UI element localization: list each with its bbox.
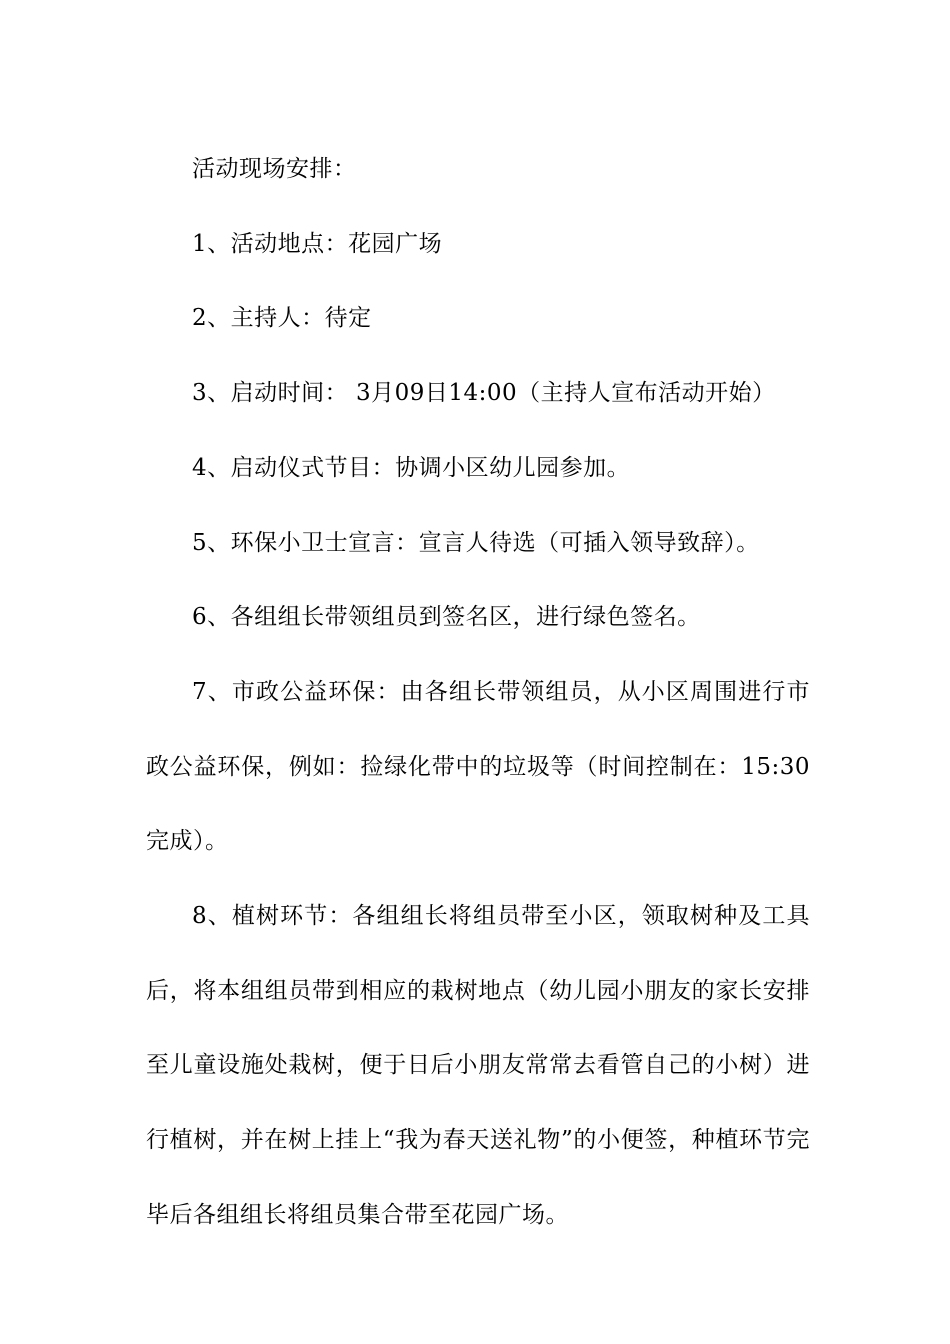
item-host: 2、主持人：待定 bbox=[192, 305, 372, 332]
item-signing: 6、各组组长带领组员到签名区，进行绿色签名。 bbox=[192, 604, 701, 631]
document-body bbox=[146, 132, 810, 1253]
item-start-time: 3、启动时间： 3月09日14:00（主持人宣布活动开始） bbox=[192, 380, 776, 407]
item-declaration: 5、环保小卫士宣言：宣言人待选（可插入领导致辞）。 bbox=[192, 529, 760, 556]
section-heading: 活动现场安排： bbox=[192, 156, 357, 182]
item-public-welfare: 7、市政公益环保：由各组长带领组员，从小区周围进行市政公益环保，例如：捡绿化带中的垃圾等（时间控制在：15:30完成）。 bbox=[146, 678, 810, 855]
item-tree-planting: 8、植树环节：各组组长将组员带至小区，领取树种及工具后，将本组组员带到相应的栽树地点（幼儿园小朋友的家长安排至儿童设施处栽树，便于日后小朋友常常去看管自己的小树）进行植树，并在树上挂上“我为春天送礼物”的小便签，种植环节完毕后各组组长将组员集合带至花园广场。 bbox=[146, 903, 810, 1228]
item-venue: 1、活动地点：花园广场 bbox=[192, 230, 443, 257]
item-opening-program: 4、启动仪式节目：协调小区幼儿园参加。 bbox=[192, 454, 631, 481]
